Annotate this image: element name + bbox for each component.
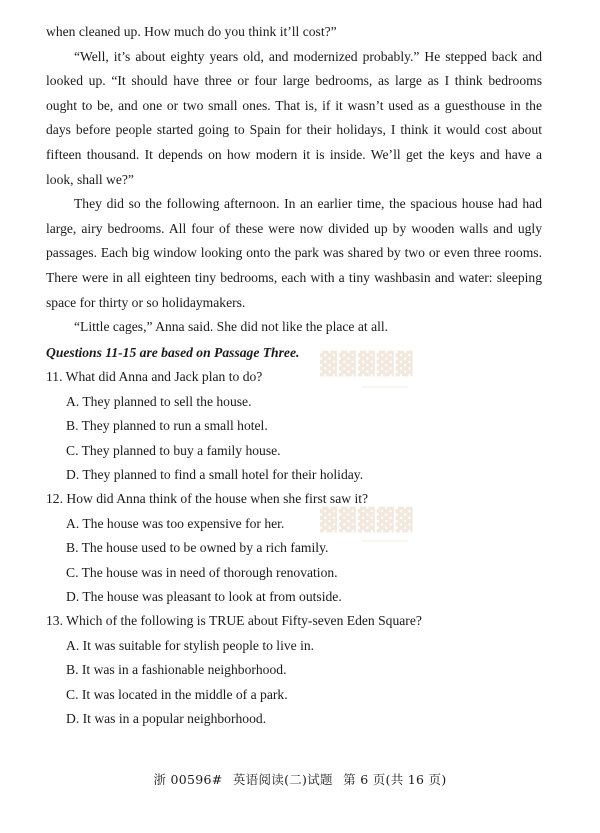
option-d: D. It was in a popular neighborhood.: [66, 711, 267, 726]
option-a: A. The house was too expensive for her.: [66, 515, 285, 531]
watermark-logo: ▓▓▓▓▓: [320, 508, 415, 533]
option-a: A. It was suitable for stylish people to live in.: [66, 637, 315, 653]
footer-code: 浙 00596#: [153, 772, 223, 787]
watermark-logo: ▓▓▓▓▓: [320, 352, 415, 377]
footer-page: 第 6 页(共 16 页): [343, 772, 447, 787]
page-content: [46, 20, 542, 731]
question-12: [46, 487, 542, 609]
question-stem: 11. What did Anna and Jack plan to do?: [46, 369, 263, 385]
option-a: A. They planned to sell the house.: [66, 393, 252, 409]
section-heading: Questions 11-15 are based on Passage Three.: [46, 344, 300, 360]
option-c: C. It was located in the middle of a park.: [66, 686, 288, 702]
passage-paragraph-1: “Well, it’s about eighty years old, and modernized probably.” He stepped back and looked up. “It should have three or four large bedrooms, as large as I think bedrooms ought to be, and one or two small ones. That is, if it wasn’t used as a guesthouse in the days before people started going to Spain for their holidays, I think it would cost about fifteen thousand. It depends on how modern it is inside. We’ll get the keys and have a look, shall we?”: [46, 48, 542, 187]
watermark-logo-sub: ▔▔▔▔▔▔▔▔▔▔: [362, 387, 409, 394]
passage-paragraph-3: “Little cages,” Anna said. She did not like the place at all.: [74, 319, 389, 335]
passage-paragraph-2: They did so the following afternoon. In an earlier time, the spacious house had had large, airy bedrooms. All four of these were now divided up by wooden walls and ugly passages. Each big window looking onto the park was shared by two or even three rooms. There were in all eighteen tiny bedrooms, each with a tiny washbasin and water: sleeping space for thirty or so holidaymakers.: [46, 196, 542, 310]
watermark-logo-sub: ▔▔▔▔▔▔▔▔▔▔: [362, 541, 409, 548]
footer-subject: 英语阅读(二)试题: [232, 772, 333, 787]
option-b: B. They planned to run a small hotel.: [66, 418, 268, 434]
question-11: [46, 365, 542, 487]
question-stem: 13. Which of the following is TRUE about Fifty-seven Eden Square?: [46, 613, 422, 629]
option-d: D. They planned to find a small hotel for their holiday.: [66, 466, 364, 482]
page-footer: [0, 770, 600, 788]
option-c: C. The house was in need of thorough renovation.: [66, 564, 338, 580]
passage-paragraph-0: when cleaned up. How much do you think it’ll cost?”: [46, 24, 337, 39]
option-d: D. The house was pleasant to look at from outside.: [66, 588, 342, 604]
option-c: C. They planned to buy a family house.: [66, 442, 281, 458]
question-13: [46, 609, 542, 731]
question-stem: 12. How did Anna think of the house when she first saw it?: [46, 491, 369, 507]
option-b: B. It was in a fashionable neighborhood.: [66, 662, 287, 678]
option-b: B. The house used to be owned by a rich family.: [66, 540, 329, 556]
